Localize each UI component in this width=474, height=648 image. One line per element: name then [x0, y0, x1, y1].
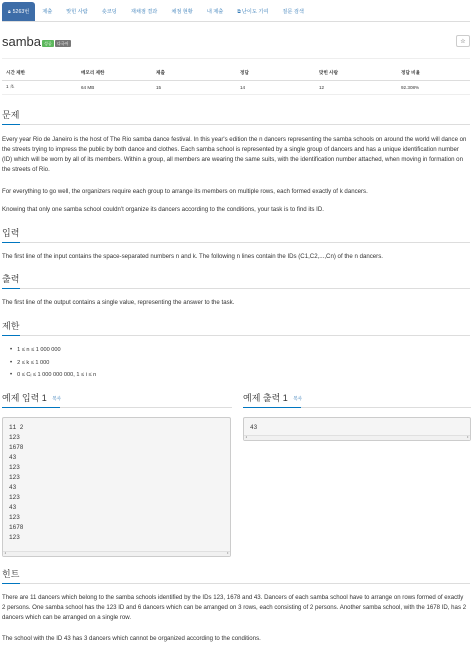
list-item: • 0 ≤ Cᵢ ≤ 1 000 000 000, 1 ≤ i ≤ n — [10, 369, 96, 382]
tab-solvers[interactable] — [59, 2, 95, 21]
input-description: The first line of the input contains the space-separated numbers n and k. The following n lines contain the IDs (C1,C2,...,Cn) of the n dancers. — [2, 253, 383, 260]
sample-input-line: 123 — [9, 534, 20, 541]
tab-label: 숏코딩 — [101, 9, 117, 15]
star-icon: ☆ — [460, 38, 466, 45]
output-section-header — [2, 272, 470, 289]
section-title: 입력 — [2, 228, 20, 238]
table-header: 정답 비율 — [397, 67, 470, 80]
tab-label: 난이도 기여 — [241, 9, 269, 15]
accept-ratio-value: 92.308% — [397, 80, 470, 94]
tab-label: 내 제출 — [206, 9, 224, 15]
tab-label: 재채점 결과 — [130, 9, 158, 15]
header-underline — [2, 407, 60, 408]
header-underline — [2, 335, 20, 336]
section-title: 제한 — [2, 321, 20, 331]
input-section-header — [2, 226, 470, 243]
page-title: samba — [2, 34, 42, 49]
problem-section-header — [2, 108, 470, 125]
success-badge: 성공 — [44, 41, 52, 46]
scroll-left-icon[interactable]: ◂ — [4, 552, 7, 556]
problem-description-2: For everything to go well, the organizers require each group to arrange its members on multiple rows, each formed exactly of k dancers. — [2, 188, 368, 195]
tab-short-coding[interactable] — [95, 2, 124, 21]
header-underline — [2, 288, 20, 289]
divider — [2, 58, 470, 59]
copy-input-link[interactable]: 복사 — [52, 395, 62, 401]
sample-input-line: 123 — [9, 494, 20, 501]
memory-limit-value: 64 MB — [77, 80, 152, 94]
section-title: 예제 출력 1 — [243, 393, 288, 403]
scroll-right-icon[interactable]: ▸ — [466, 436, 469, 440]
scroll-left-icon[interactable]: ◂ — [245, 436, 248, 440]
section-title: 예제 입력 1 — [2, 393, 47, 403]
list-item: • 1 ≤ n ≤ 1 000 000 — [10, 344, 96, 357]
problem-info-table — [2, 67, 470, 95]
horizontal-scrollbar[interactable] — [244, 435, 470, 440]
solvers-link[interactable]: 12 — [315, 80, 397, 94]
sample-input-line: 1678 — [9, 444, 24, 451]
header-underline — [2, 124, 20, 125]
multilanguage-badge: 다국어 — [57, 41, 69, 46]
sample-output-line: 43 — [250, 424, 258, 431]
time-limit-value: 1 초 — [2, 80, 77, 94]
section-title: 문제 — [2, 110, 20, 120]
tab-label: 맞힌 사람 — [66, 9, 88, 15]
tab-submit[interactable] — [35, 2, 59, 21]
problem-description-3: Knowing that only one samba school couldn't organize its dancers according to the conditions, your task is to find its ID. — [2, 206, 324, 213]
table-header-row — [2, 67, 470, 80]
external-link-icon: ⧉ — [237, 8, 241, 15]
copy-output-link[interactable]: 복사 — [293, 395, 303, 401]
problem-nav-tabs — [2, 2, 470, 22]
table-header: 메모리 제한 — [77, 67, 152, 80]
sample-input-line: 43 — [9, 504, 17, 511]
problem-header — [2, 34, 470, 54]
hint-section-header — [2, 567, 470, 584]
sample-input-line: 123 — [9, 464, 20, 471]
section-title: 출력 — [2, 274, 20, 284]
hint-description-2: The school with the ID 43 has 3 dancers which cannot be organized according to the conditions. — [2, 635, 261, 642]
sample-input-line: 43 — [9, 484, 17, 491]
sample-input-box[interactable] — [2, 417, 231, 557]
sample-input-header — [2, 391, 232, 408]
tab-difficulty-contribution[interactable] — [230, 2, 275, 21]
sample-input-line: 43 — [9, 454, 17, 461]
tab-label: 5263번 — [12, 9, 30, 15]
sample-input-line: 11 2 — [9, 424, 24, 431]
tab-label: 질문 검색 — [282, 9, 304, 15]
sample-input-line: 123 — [9, 434, 20, 441]
header-underline — [243, 407, 301, 408]
accepted-value: 14 — [236, 80, 315, 94]
header-underline — [2, 242, 20, 243]
tab-rejudge-results[interactable] — [124, 2, 165, 21]
section-title: 힌트 — [2, 569, 20, 579]
list-item: • 2 ≤ k ≤ 1 000 — [10, 357, 96, 370]
hint-description: There are 11 dancers which belong to the samba schools identified by the IDs 123, 1678 and 43. Dancers of each samba school have to arrange on rows formed of exactly 2 persons. One samba school has the 123 ID and 6 dancers which can be arranged on 3 rows, each consisting of 2 persons. Another samba school, with the 1678 ID, has 2 dancers which can be arranged on a single row. — [2, 594, 467, 621]
sample-input-line: 1678 — [9, 524, 24, 531]
star-button[interactable] — [456, 35, 470, 47]
sample-output-box[interactable] — [243, 417, 471, 441]
tab-problem[interactable] — [2, 2, 35, 21]
submissions-link[interactable]: 15 — [152, 80, 236, 94]
problem-description: Every year Rio de Janeiro is the host of The Rio samba dance festival. In this year's edition the n dancers representing the samba schools on around the world will dance on the streets trying to impress the public by both dance and clothes. Each samba school is represented by a single group of dancers and has a unique identification number (ID) which will be worn by all of its members. Within a group, all members are wearing the same suits, with the identification number attached, when moving in formation on the streets of Rio. — [2, 136, 467, 173]
table-header: 맞힌 사람 — [315, 67, 397, 80]
table-header: 정답 — [236, 67, 315, 80]
tab-question-search[interactable] — [275, 2, 311, 21]
tab-my-submissions[interactable] — [200, 2, 230, 21]
lock-icon: 🔒︎ — [8, 8, 11, 15]
limits-list — [10, 344, 96, 382]
table-header: 시간 제한 — [2, 67, 77, 80]
tab-label: 채점 현황 — [171, 9, 193, 15]
sample-input-line: 123 — [9, 514, 20, 521]
tab-status[interactable] — [164, 2, 200, 21]
sample-output-header — [243, 391, 471, 408]
output-description: The first line of the output contains a single value, representing the answer to the task. — [2, 299, 235, 306]
scroll-right-icon[interactable]: ▸ — [226, 552, 229, 556]
tab-label: 제출 — [42, 9, 53, 15]
sample-input-line: 123 — [9, 474, 20, 481]
limits-section-header — [2, 319, 470, 336]
table-row — [2, 80, 470, 94]
table-header: 제출 — [152, 67, 236, 80]
header-underline — [2, 583, 20, 584]
horizontal-scrollbar[interactable] — [3, 551, 230, 556]
